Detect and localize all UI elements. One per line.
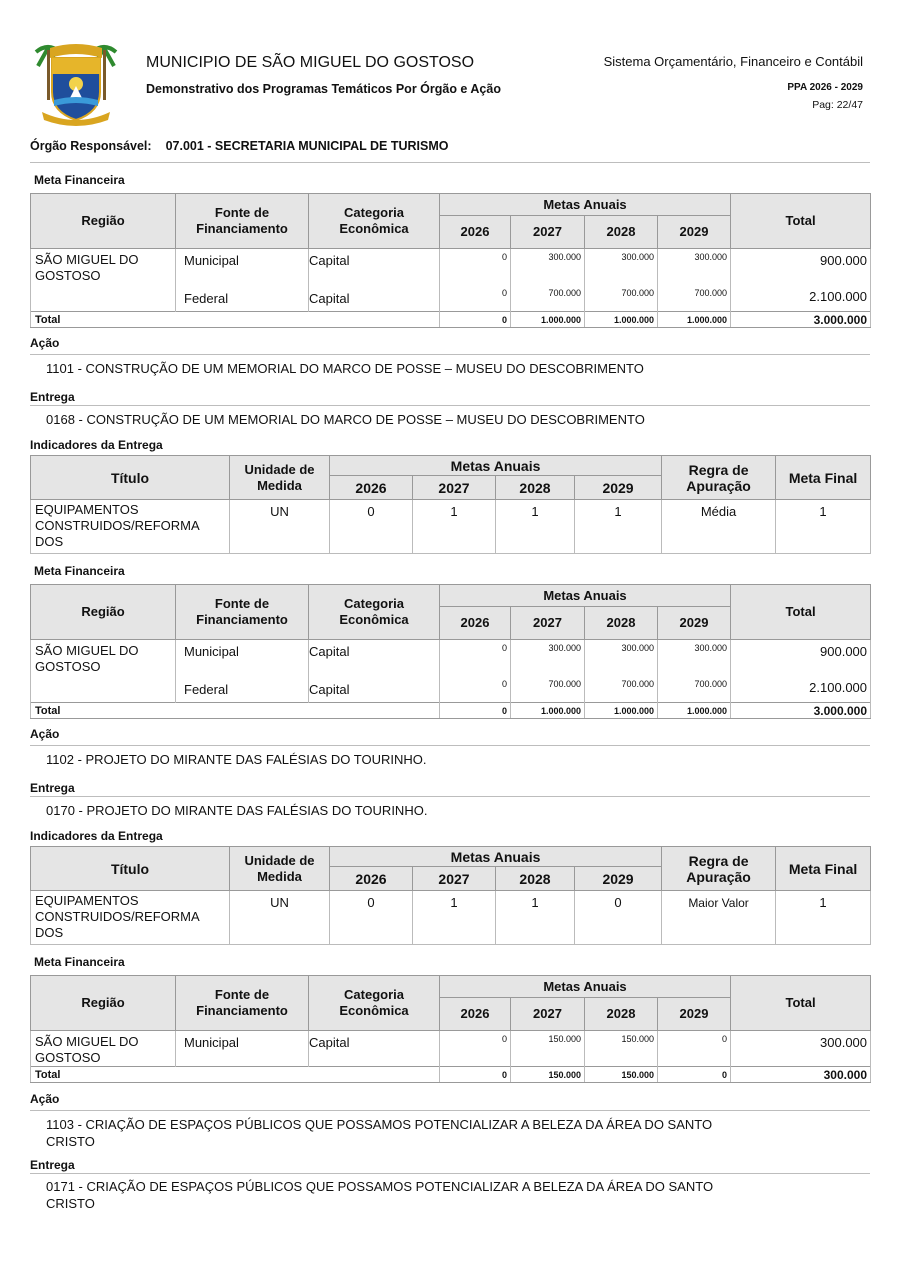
col-2027: 2027: [438, 479, 470, 496]
cell-2029: 300.000: [694, 252, 728, 262]
cell-2029: 1: [614, 504, 622, 519]
table-row: [31, 285, 871, 312]
cell-unidade: UN: [270, 895, 289, 910]
col-2026: 2026: [355, 479, 387, 496]
col-categoria-2: Econômica: [339, 612, 409, 627]
total-2029: 1.000.000: [686, 705, 728, 716]
entrega-description: 0168 - CONSTRUÇÃO DE UM MEMORIAL DO MARCO DE POSSE – MUSEU DO DESCOBRIMENTO: [46, 412, 645, 427]
col-titulo: Título: [110, 469, 150, 486]
section-entrega: Entrega: [30, 781, 75, 795]
entrega-description: 0170 - PROJETO DO MIRANTE DAS FALÉSIAS DO TOURINHO.: [46, 803, 428, 818]
col-metas-anuais: Metas Anuais: [543, 978, 627, 994]
cell-2026: 0: [501, 1034, 507, 1044]
col-total: Total: [785, 995, 816, 1010]
cell-total: 2.100.000: [809, 288, 868, 304]
col-categoria-2: Econômica: [339, 221, 409, 236]
orgao-label: Órgão Responsável:: [30, 139, 152, 153]
cell-meta-final: 1: [819, 504, 827, 519]
total-2028: 1.000.000: [613, 314, 654, 325]
cell-2029: 700.000: [694, 678, 728, 689]
cell-categoria: Capital: [309, 681, 350, 697]
cell-unidade: UN: [270, 504, 289, 519]
col-regra-1: Regra de: [688, 852, 749, 869]
header-subtitle: Demonstrativo dos Programas Temáticos Por Órgão e Ação: [146, 82, 501, 96]
divider: [30, 354, 870, 355]
divider: [30, 405, 870, 406]
cell-2026: 0: [501, 252, 507, 262]
col-2026: 2026: [460, 615, 490, 630]
cell-2029: 300.000: [694, 643, 728, 653]
col-2026: 2026: [460, 1006, 490, 1021]
cell-2027: 1: [450, 504, 458, 519]
divider: [30, 745, 870, 746]
col-2028: 2028: [606, 1006, 636, 1021]
page-number: Pag: 22/47: [812, 99, 863, 111]
col-categoria-1: Categoria: [344, 205, 404, 220]
section-entrega: Entrega: [30, 1158, 75, 1172]
col-2029: 2029: [679, 1006, 709, 1021]
cell-2026: 0: [501, 287, 507, 298]
cell-regiao: SÃO MIGUEL DO GOSTOSO: [35, 643, 139, 674]
meta-financeira-table-2: [30, 584, 871, 719]
cell-regiao: SÃO MIGUEL DO GOSTOSO: [35, 1034, 139, 1065]
cell-categoria: Capital: [309, 253, 350, 268]
ppa-period: PPA 2026 - 2029: [787, 82, 863, 93]
cell-fonte: Municipal: [184, 253, 239, 268]
divider: [30, 162, 870, 163]
cell-2028: 1: [531, 895, 539, 910]
col-2029: 2029: [602, 870, 634, 887]
total-2028: 150.000: [621, 1069, 654, 1080]
col-fonte-2: Financiamento: [196, 221, 288, 236]
table-row: [31, 640, 871, 676]
col-2026: 2026: [460, 224, 490, 239]
cell-2028: 700.000: [621, 678, 654, 689]
cell-2026: 0: [501, 678, 507, 689]
system-name: Sistema Orçamentário, Financeiro e Contábil: [603, 54, 863, 69]
cell-fonte: Municipal: [184, 1035, 239, 1050]
section-entrega: Entrega: [30, 390, 75, 404]
total-row: [31, 703, 871, 719]
cell-2028: 150.000: [621, 1034, 654, 1044]
cell-total: 300.000: [820, 1035, 868, 1050]
cell-2026: 0: [367, 504, 375, 519]
col-meta-final: Meta Final: [788, 860, 858, 877]
col-fonte-1: Fonte de: [214, 205, 270, 220]
total-2027: 1.000.000: [540, 314, 581, 325]
table-row: [31, 676, 871, 703]
table-row: [31, 500, 871, 554]
cell-2027: 1: [450, 895, 458, 910]
col-regra-1: Regra de: [688, 461, 749, 478]
cell-total: 900.000: [820, 644, 868, 659]
cell-titulo: EQUIPAMENTOS CONSTRUIDOS/REFORMA DOS: [35, 502, 199, 549]
total-label: Total: [35, 313, 61, 326]
col-2028: 2028: [519, 479, 551, 496]
total-2029: 0: [722, 1069, 728, 1080]
section-meta-financeira: Meta Financeira: [34, 173, 125, 187]
col-regiao: Região: [81, 213, 125, 228]
total-geral: 3.000.000: [813, 703, 868, 718]
total-row: [31, 312, 871, 328]
total-2026: 0: [501, 705, 507, 716]
col-2027: 2027: [533, 1006, 562, 1021]
total-2027: 150.000: [548, 1069, 581, 1080]
divider: [30, 1110, 870, 1111]
col-fonte-2: Financiamento: [196, 612, 288, 627]
section-indicadores: Indicadores da Entrega: [30, 829, 163, 843]
meta-financeira-table-1: [30, 193, 871, 328]
col-regra-2: Apuração: [686, 477, 751, 494]
col-categoria-1: Categoria: [344, 596, 404, 611]
cell-2028: 300.000: [621, 643, 654, 653]
col-total: Total: [785, 604, 816, 619]
cell-total: 2.100.000: [809, 679, 868, 695]
col-regiao: Região: [81, 995, 125, 1010]
cell-2026: 0: [367, 895, 375, 910]
col-unidade-2: Medida: [257, 868, 302, 884]
table-row: [31, 249, 871, 285]
total-label: Total: [35, 704, 61, 717]
acao-description: 1102 - PROJETO DO MIRANTE DAS FALÉSIAS DO TOURINHO.: [46, 752, 427, 767]
col-2028: 2028: [519, 870, 551, 887]
total-label: Total: [35, 1068, 61, 1081]
total-geral: 300.000: [823, 1067, 868, 1082]
orgao-value: 07.001 - SECRETARIA MUNICIPAL DE TURISMO: [165, 139, 449, 153]
col-metas-anuais: Metas Anuais: [543, 587, 627, 603]
cell-2027: 300.000: [548, 252, 581, 262]
col-total: Total: [785, 213, 816, 228]
section-indicadores: Indicadores da Entrega: [30, 438, 163, 452]
col-metas-anuais: Metas Anuais: [450, 457, 541, 474]
table-row: [31, 891, 871, 945]
cell-meta-final: 1: [819, 895, 827, 910]
cell-fonte: Federal: [184, 290, 229, 306]
col-2027: 2027: [438, 870, 470, 887]
col-regiao: Região: [81, 604, 125, 619]
col-2029: 2029: [679, 615, 709, 630]
col-2026: 2026: [355, 870, 387, 887]
cell-categoria: Capital: [309, 1035, 350, 1050]
section-acao: Ação: [30, 727, 60, 741]
col-unidade-2: Medida: [257, 477, 302, 493]
acao-description: 1101 - CONSTRUÇÃO DE UM MEMORIAL DO MARCO DE POSSE – MUSEU DO DESCOBRIMENTO: [46, 361, 644, 376]
cell-2029: 0: [722, 1034, 728, 1044]
col-2027: 2027: [533, 615, 562, 630]
cell-2027: 150.000: [548, 1034, 581, 1044]
col-regra-2: Apuração: [686, 868, 751, 885]
cell-2028: 1: [531, 504, 539, 519]
section-acao: Ação: [30, 336, 60, 350]
col-metas-anuais: Metas Anuais: [543, 196, 627, 212]
total-row: [31, 1067, 871, 1083]
entrega-description: 0171 - CRIAÇÃO DE ESPAÇOS PÚBLICOS QUE POSSAMOS POTENCIALIZAR A BELEZA DA ÁREA DO SANTO CRISTO: [46, 1179, 714, 1211]
cell-2027: 300.000: [548, 643, 581, 653]
cell-regra: Maior Valor: [688, 896, 749, 910]
col-fonte-1: Fonte de: [214, 987, 270, 1002]
section-meta-financeira: Meta Financeira: [34, 564, 125, 578]
table-row: [31, 1031, 871, 1067]
divider: [30, 1173, 870, 1174]
cell-regra: Média: [700, 504, 737, 519]
indicadores-table-1: [30, 455, 871, 554]
cell-total: 900.000: [820, 253, 868, 268]
total-geral: 3.000.000: [813, 312, 868, 327]
col-2028: 2028: [606, 224, 636, 239]
municipal-coat-of-arms: [28, 40, 124, 130]
cell-2028: 700.000: [621, 287, 654, 298]
col-unidade-1: Unidade de: [244, 852, 315, 868]
col-fonte-2: Financiamento: [196, 1003, 288, 1018]
cell-2028: 300.000: [621, 252, 654, 262]
cell-categoria: Capital: [309, 644, 350, 659]
total-2026: 0: [501, 314, 507, 325]
acao-description: 1103 - CRIAÇÃO DE ESPAÇOS PÚBLICOS QUE POSSAMOS POTENCIALIZAR A BELEZA DA ÁREA DO SANTO CRISTO: [46, 1117, 713, 1149]
col-fonte-1: Fonte de: [214, 596, 270, 611]
cell-titulo: EQUIPAMENTOS CONSTRUIDOS/REFORMA DOS: [35, 893, 199, 940]
cell-fonte: Federal: [184, 681, 229, 697]
total-2027: 1.000.000: [540, 705, 581, 716]
cell-2027: 700.000: [548, 678, 581, 689]
divider: [30, 796, 870, 797]
col-meta-final: Meta Final: [788, 469, 858, 486]
total-2029: 1.000.000: [686, 314, 728, 325]
col-metas-anuais: Metas Anuais: [450, 848, 541, 865]
cell-regiao: SÃO MIGUEL DO GOSTOSO: [35, 252, 139, 283]
col-2029: 2029: [602, 479, 634, 496]
cell-fonte: Municipal: [184, 644, 239, 659]
orgao-responsavel: [30, 139, 449, 153]
total-2028: 1.000.000: [613, 705, 654, 716]
col-categoria-1: Categoria: [344, 987, 404, 1002]
col-2027: 2027: [533, 224, 562, 239]
cell-categoria: Capital: [309, 290, 350, 306]
cell-2027: 700.000: [548, 287, 581, 298]
col-2028: 2028: [606, 615, 636, 630]
col-categoria-2: Econômica: [339, 1003, 409, 1018]
indicadores-table-2: [30, 846, 871, 945]
cell-2026: 0: [501, 643, 507, 653]
col-2029: 2029: [679, 224, 709, 239]
total-2026: 0: [501, 1069, 507, 1080]
section-meta-financeira: Meta Financeira: [34, 955, 125, 969]
meta-financeira-table-3: [30, 975, 871, 1083]
cell-2029: 700.000: [694, 287, 728, 298]
header-title: MUNICIPIO DE SÃO MIGUEL DO GOSTOSO: [146, 54, 475, 71]
section-acao: Ação: [30, 1092, 60, 1106]
cell-2029: 0: [614, 895, 622, 910]
col-unidade-1: Unidade de: [244, 461, 315, 477]
col-titulo: Título: [110, 860, 150, 877]
